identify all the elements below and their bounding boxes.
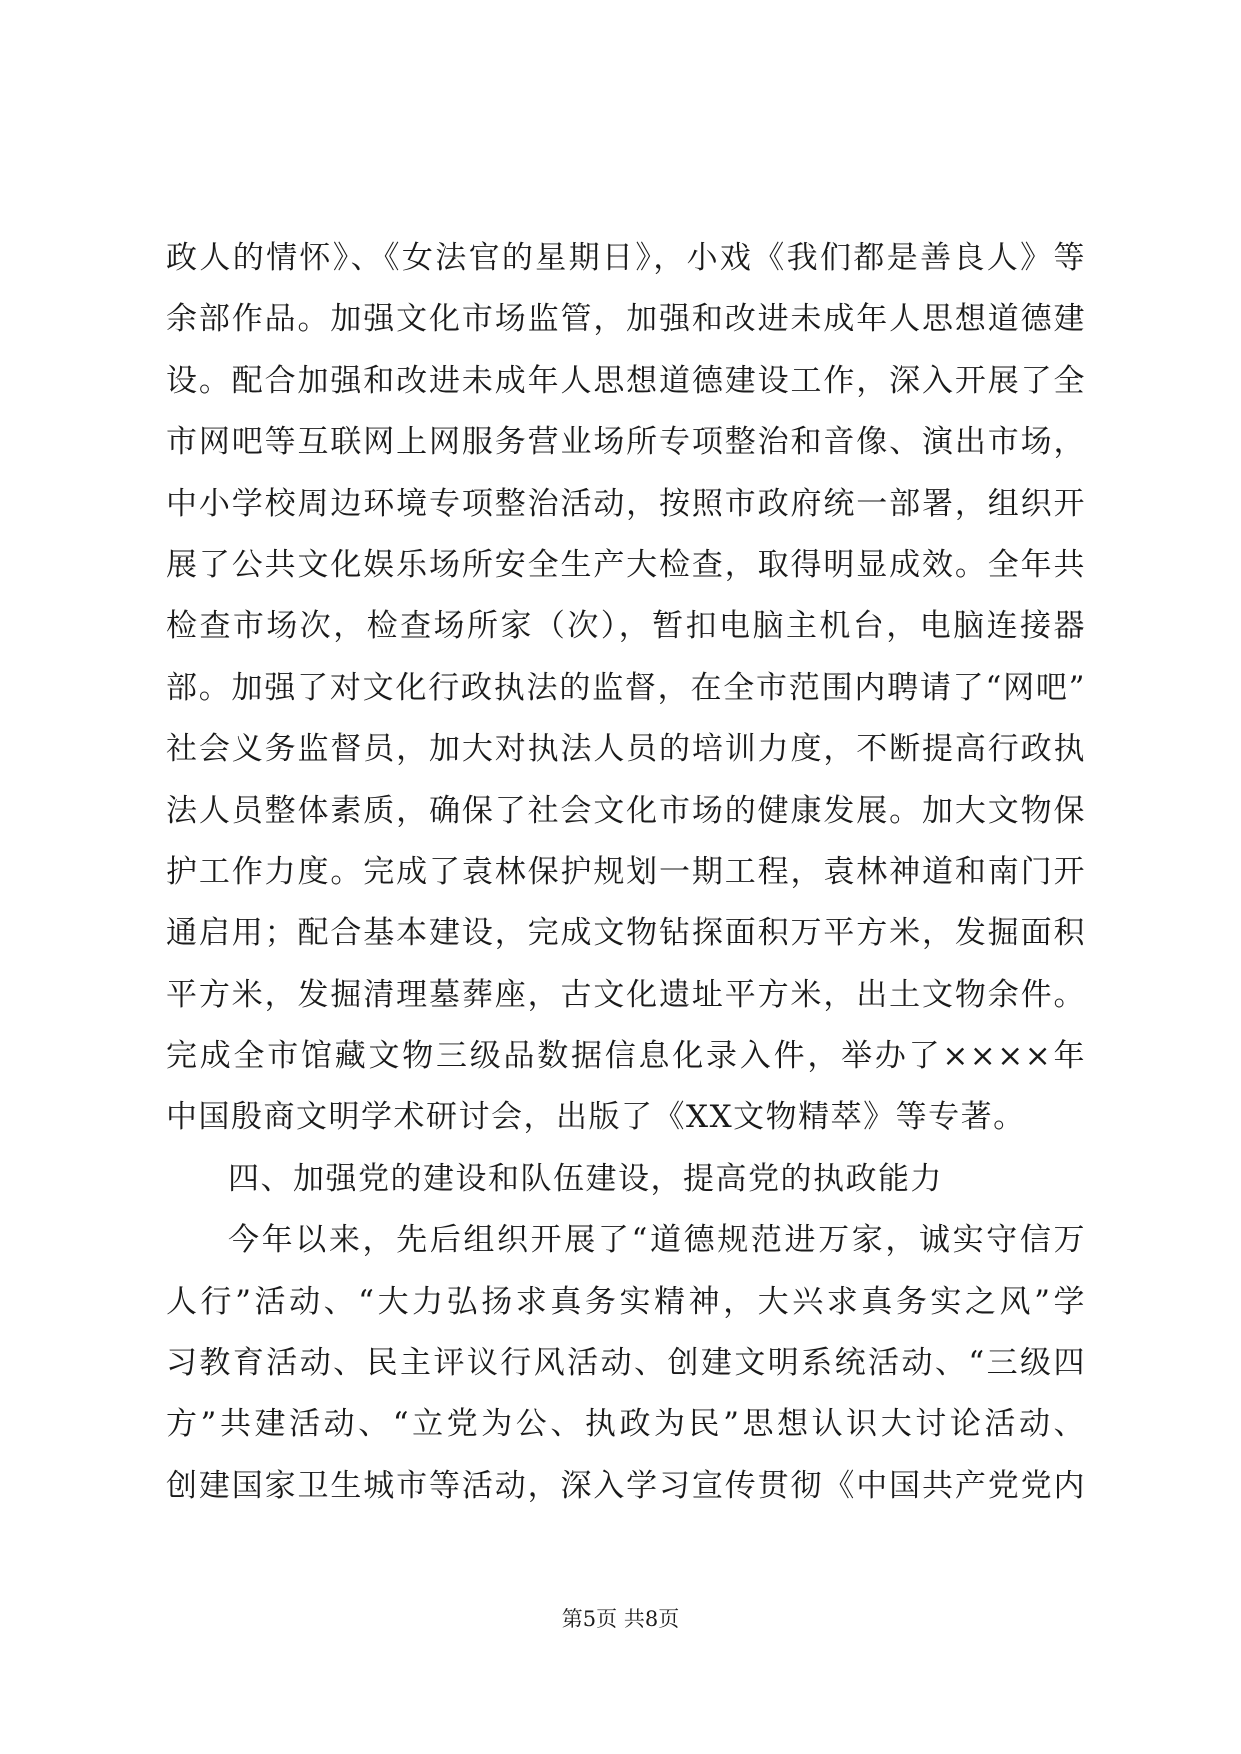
text-line: 通启用；配合基本建设，完成文物钻探面积万平方米，发掘面积 — [166, 915, 1086, 952]
body-text — [166, 228, 1086, 1517]
text-line: 市网吧等互联网上网服务营业场所专项整治和音像、演出市场， — [166, 424, 1086, 461]
text-line: 习教育活动、民主评议行风活动、创建文明系统活动、“三级四 — [166, 1345, 1086, 1382]
text-line: 部。加强了对文化行政执法的监督，在全市范围内聘请了“网吧” — [166, 669, 1086, 706]
text-line: 余部作品。加强文化市场监管，加强和改进未成年人思想道德建 — [166, 301, 1086, 338]
text-line: 展了公共文化娱乐场所安全生产大检查，取得明显成效。全年共 — [166, 546, 1086, 583]
text-line: 平方米，发掘清理墓葬座，古文化遗址平方米，出土文物余件。 — [166, 976, 1086, 1013]
text-line: 检查市场次，检查场所家（次），暂扣电脑主机台，电脑连接器 — [166, 608, 1086, 645]
text-line: 中国殷商文明学术研讨会，出版了《XX文物精萃》等专著。 — [166, 1099, 1026, 1136]
section-heading: 四、加强党的建设和队伍建设，提高党的执政能力 — [228, 1160, 943, 1197]
text-line: 人行”活动、“大力弘扬求真务实精神，大兴求真务实之风”学 — [166, 1283, 1086, 1320]
text-line: 设。配合加强和改进未成年人思想道德建设工作，深入开展了全 — [166, 362, 1086, 399]
text-line: 创建国家卫生城市等活动，深入学习宣传贯彻《中国共产党党内 — [166, 1467, 1086, 1504]
text-line: 今年以来，先后组织开展了“道德规范进万家，诚实守信万 — [228, 1222, 1086, 1259]
text-line: 法人员整体素质，确保了社会文化市场的健康发展。加大文物保 — [166, 792, 1086, 829]
text-line: 政人的情怀》、《女法官的星期日》，小戏《我们都是善良人》等 — [166, 240, 1086, 276]
text-line: 社会义务监督员，加大对执法人员的培训力度，不断提高行政执 — [166, 731, 1086, 768]
text-line: 方”共建活动、“立党为公、执政为民”思想认识大讨论活动、 — [166, 1406, 1086, 1443]
page-number-footer: 第5页 共8页 — [561, 1607, 680, 1631]
text-line: 完成全市馆藏文物三级品数据信息化录入件，举办了××××年 — [166, 1038, 1086, 1075]
text-line: 中小学校周边环境专项整治活动，按照市政府统一部署，组织开 — [166, 485, 1086, 522]
text-line: 护工作力度。完成了袁林保护规划一期工程，袁林神道和南门开 — [166, 853, 1086, 890]
